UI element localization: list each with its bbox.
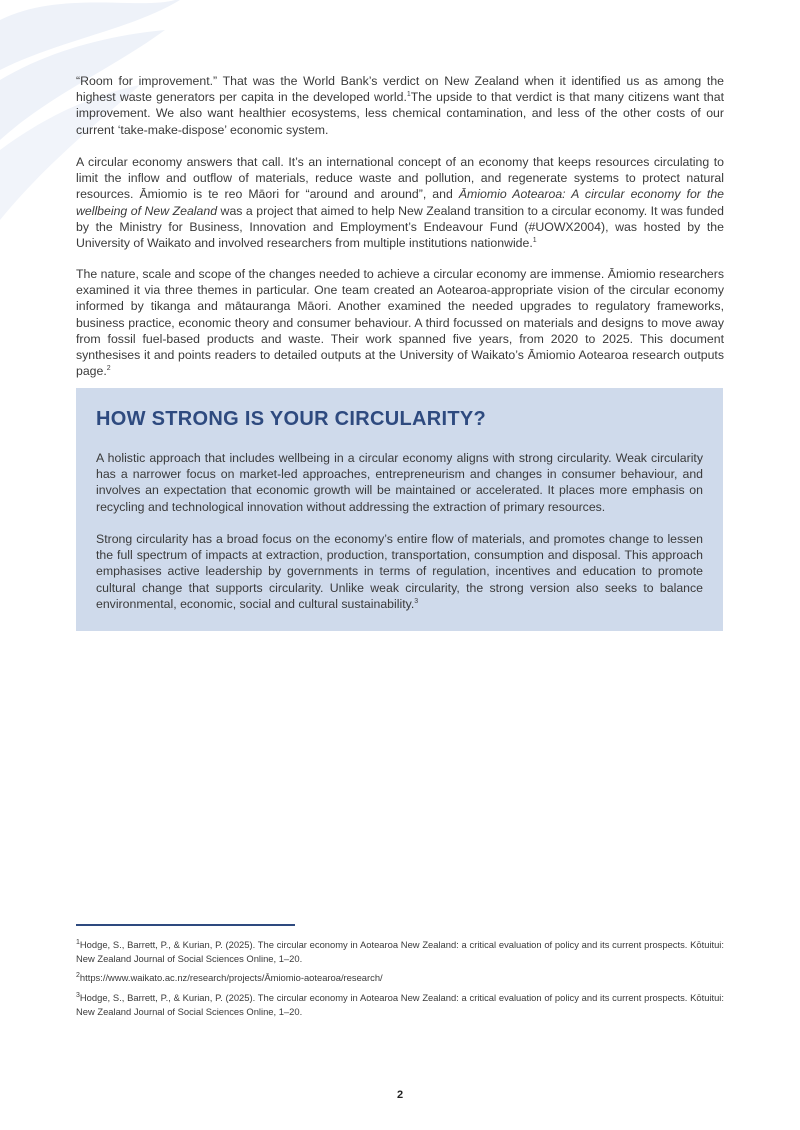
- footnote-text: Hodge, S., Barrett, P., & Kurian, P. (2025). The circular economy in Aotearoa New Zealand: a critical evaluation of policy and its current prospects. Kōtuitui: New Zealand Journal of Social Sciences Online, 1–20.: [76, 992, 724, 1017]
- footnote-ref: 1: [406, 91, 411, 99]
- circularity-callout-box: [76, 388, 723, 631]
- intro-paragraph-3: [76, 266, 724, 379]
- footnote-ref: 1: [532, 236, 537, 244]
- footnote-number: 1: [76, 938, 80, 946]
- intro-p1-text-a: “Room for improvement.” That was the World Bank’s verdict on New Zealand when it identified us as among the highest waste generators per capita in the developed world.: [76, 74, 724, 105]
- footnote-divider: [76, 924, 295, 926]
- footnote-link[interactable]: https://www.waikato.ac.nz/research/projects/Āmiomio-aotearoa/research/: [79, 972, 383, 983]
- intro-p2-text-b: was a project that aimed to help New Zealand transition to a circular economy. It was funded by the Ministry for Business, Innovation and Employment’s Endeavour Fund (#UOWX2004), was hosted by the University of Waikato and involved researchers from multiple institutions nationwide.: [76, 203, 724, 251]
- footnote-3: [76, 991, 724, 1018]
- page-number: 2: [396, 1089, 404, 1101]
- callout-p2-text: Strong circularity has a broad focus on the economy’s entire flow of materials, and promotes change to lessen the full spectrum of impacts at extraction, production, transportation, consumption and disposal. This approach emphasises active leadership by governments in terms of regulation, incentives and education to promote cultural change that supports circularity. Unlike weak circularity, the strong version also seeks to balance environmental, economic, social and cultural sustainability.: [96, 532, 703, 611]
- intro-p2-text-a: A circular economy answers that call. It’s an international concept of an economy that keeps resources circulating to limit the inflow and outflow of materials, reduce waste and pollution, and regenerate systems to protect natural resources. Āmiomio is te reo Māori for “around and around”, and: [76, 155, 724, 202]
- footnote-text: Hodge, S., Barrett, P., & Kurian, P. (2025). The circular economy in Aotearoa New Zealand: a critical evaluation of policy and its current prospects. Kōtuitui: New Zealand Journal of Social Sciences Online, 1–20.: [76, 939, 724, 964]
- intro-paragraph-2: [76, 154, 724, 251]
- intro-p1-text-b: The upside to that verdict is that many citizens want that improvement. We also want healthier ecosystems, less chemical contamination, and less of the other costs of our current ‘take-make-dispose’ economic system.: [76, 90, 725, 137]
- callout-title: HOW STRONG IS YOUR CIRCULARITY?: [96, 408, 487, 430]
- project-title-italic: Āmiomio Aotearoa: A circular economy for the wellbeing of New Zealand: [76, 187, 725, 218]
- footnote-2: [76, 971, 724, 985]
- intro-paragraph-1: [76, 73, 724, 138]
- callout-paragraph-1: A holistic approach that includes wellbeing in a circular economy aligns with strong circularity. Weak circularity has a narrower focus on market-led approaches, entrepreneurism and changes in consumer behaviour, and involves an expectation that economic growth will be maintained or accelerated. It places more emphasis on recycling and technological innovation without addressing the extraction of primary resources.: [96, 451, 703, 514]
- callout-paragraph-2: [96, 531, 703, 612]
- footnote-1: [76, 938, 724, 965]
- intro-p3-text: The nature, scale and scope of the changes needed to achieve a circular economy are immense. Āmiomio researchers examined it via three themes in particular. One team created an Aotearoa-appropriate vision of the circular economy informed by tikanga and mātauranga Māori. Another examined the needed upgrades to regulatory frameworks, business practice, economic theory and consumer behaviour. A third focussed on materials and designs to move away from fossil fuel-based products and waste. Their work spanned five years, from 2020 to 2025. This document synthesises it and points readers to detailed outputs at the University of Waikato’s Āmiomio Aotearoa research outputs page.: [76, 267, 724, 379]
- footnote-number: 2: [76, 971, 80, 979]
- footnote-number: 3: [76, 991, 80, 999]
- footnote-ref: 2: [106, 365, 111, 373]
- footnote-ref: 3: [414, 597, 419, 605]
